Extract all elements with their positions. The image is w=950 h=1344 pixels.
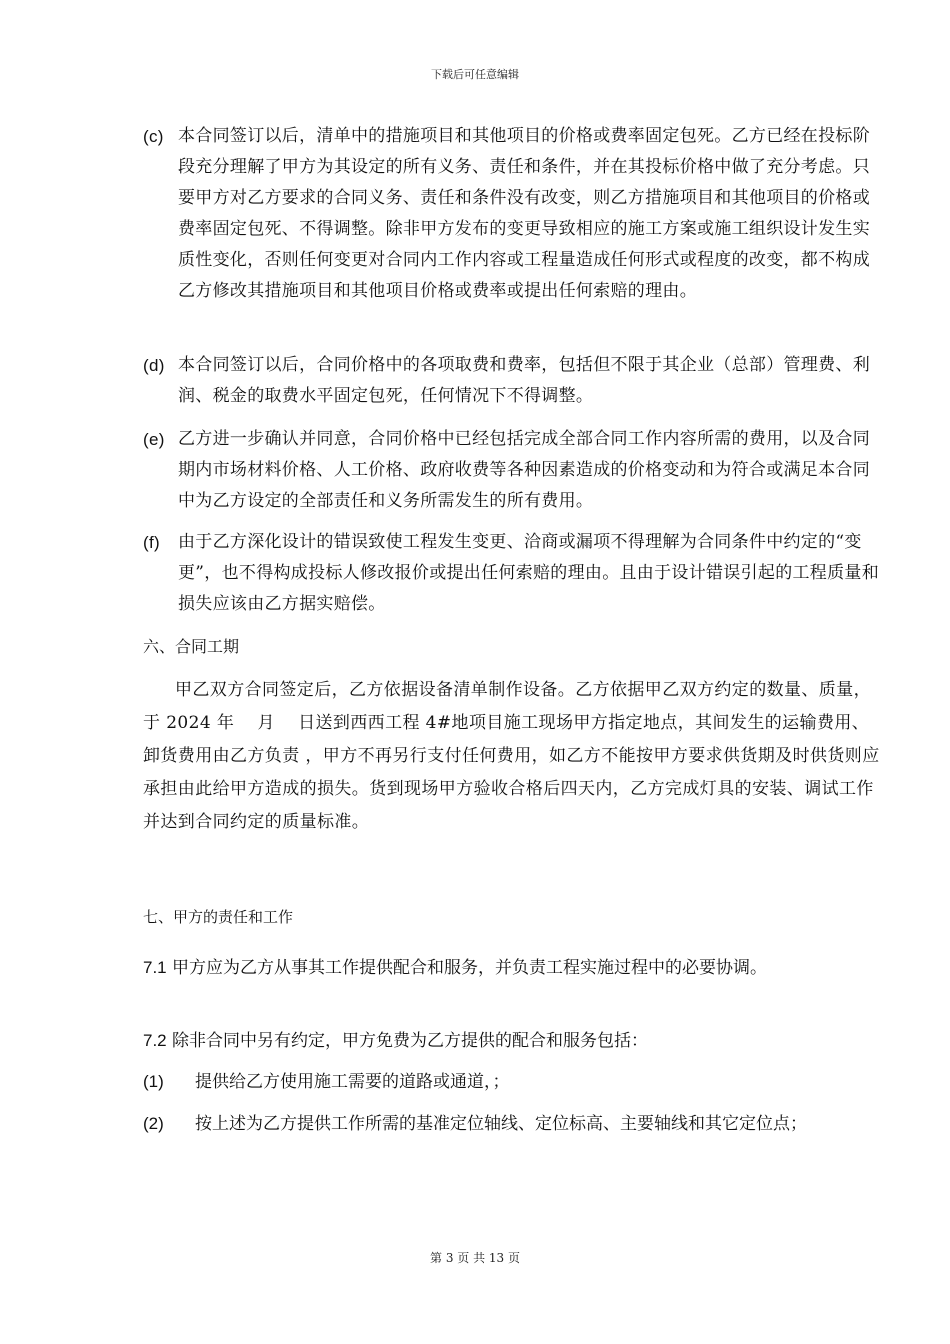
page-header: 下载后可任意编辑 [431, 68, 519, 81]
clause-number: 7.1 [143, 958, 167, 977]
list-item-d [143, 350, 883, 412]
clause-7-2 [143, 1026, 843, 1056]
clause-7-1 [143, 953, 843, 983]
list-item-e [143, 424, 883, 517]
item-text: 本合同签订以后，合同价格中的各项取费和费率，包括但不限于其企业（总部）管理费、利润、税金的取费水平固定包死，任何情况下不得调整。 [178, 355, 870, 406]
item-label: (e) [143, 430, 165, 449]
item-text: 乙方进一步确认并同意，合同价格中已经包括完成全部合同工作内容所需的费用，以及合同期内市场材料价格、人工价格、政府收费等各种因素造成的价格变动和为符合或满足本合同中为乙方设定的全部责任和义务所需发生的所有费用。 [178, 429, 870, 511]
item-text: 由于乙方深化设计的错误致使工程发生变更、洽商或漏项不得理解为合同条件中约定的“变更”，也不得构成投标人修改报价或提出任何索赔的理由。且由于设计错误引起的工程质量和损失应该由乙方据实赔偿。 [178, 532, 879, 614]
enum-label: (2) [143, 1114, 164, 1133]
item-label: (d) [143, 356, 165, 375]
item-label: (f) [143, 533, 160, 552]
section-6-heading: 六、合同工期 [143, 637, 240, 656]
list-item-f [143, 527, 883, 620]
enum-text: 提供给乙方使用施工需要的道路或通道，； [195, 1072, 510, 1092]
enum-item-2 [143, 1109, 843, 1139]
clause-text: 甲方应为乙方从事其工作提供配合和服务，并负责工程实施过程中的必要协调。 [172, 958, 768, 978]
section-7-heading: 七、甲方的责任和工作 [143, 908, 294, 926]
enum-text: 按上述为乙方提供工作所需的基准定位轴线、定位标高、主要轴线和其它定位点； [195, 1114, 807, 1134]
clause-text: 除非合同中另有约定，甲方免费为乙方提供的配合和服务包括： [172, 1031, 649, 1051]
clause-number: 7.2 [143, 1031, 167, 1050]
list-item-c [143, 121, 883, 307]
enum-item-1 [143, 1067, 843, 1097]
item-text: 本合同签订以后，清单中的措施项目和其他项目的价格或费率固定包死。乙方已经在投标阶段充分理解了甲方为其设定的所有义务、责任和条件，并在其投标价格中做了充分考虑。只要甲方对乙方要求的合同义务、责任和条件没有改变，则乙方措施项目和其他项目的价格或费率固定包死、不得调整。除非甲方发布的变更导致相应的施工方案或施工组织设计发生实质性变化，否则任何变更对合同内工作内容或工程量造成任何形式或程度的改变，都不构成乙方修改其措施项目和其他项目价格或费率或提出任何索赔的理由。 [178, 126, 870, 301]
page-footer: 第 3 页 共 13 页 [430, 1251, 520, 1265]
item-label: (c) [143, 127, 164, 146]
section-6-paragraph: 甲乙双方合同签定后，乙方依据设备清单制作设备。乙方依据甲乙双方约定的数量、质量，于 2024 年 月 日送到西西工程 4#地项目施工现场甲方指定地点，其间发生的运输费用、卸货费用由乙方负责 ，甲方不再另行支付任何费用，如乙方不能按甲方要求供货期及时供货则应承担由此给甲方造成的损失。货到现场甲方验收合格后四天内，乙方完成灯具的安装、调试工作并达到合同约定的质量标准。 [143, 680, 880, 832]
enum-label: (1) [143, 1072, 164, 1091]
